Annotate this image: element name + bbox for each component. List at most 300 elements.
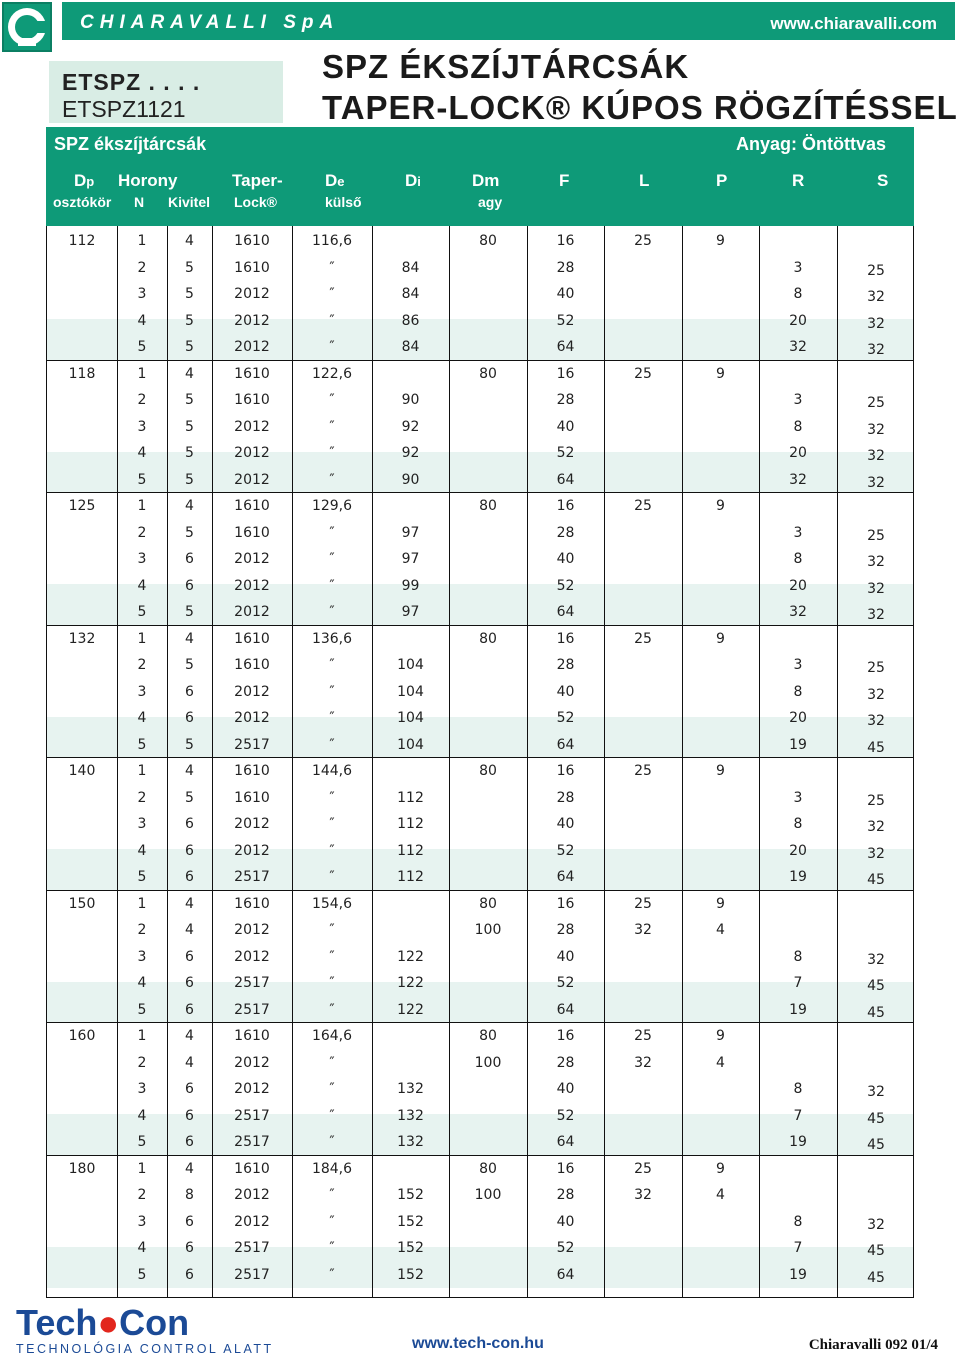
cell-value: 112 [397,842,424,859]
cell-value: 84 [401,286,420,302]
cell-value: 4 [137,842,147,859]
cell-value: 2012 [234,577,270,594]
cell-value: 4 [185,498,194,514]
cell-value: 1610 [234,365,270,382]
cell-value: 28 [556,922,575,938]
cell-value: 6 [185,683,194,700]
cell-value: 25 [867,395,885,411]
cell-value: 3 [137,948,147,965]
cell-value: 1610 [234,392,270,408]
cell-value: 8 [185,1187,194,1203]
cell-value: 16 [556,1160,575,1177]
cell-value: 4 [137,1107,147,1124]
cell-value: 4 [137,710,147,726]
cell-value: 1 [137,233,147,249]
cell-value: 80 [479,895,497,912]
cell-value: 8 [793,683,803,700]
cell-value: 2012 [234,471,270,488]
cell-value: 2517 [234,736,270,753]
cell-value: 6 [185,577,194,594]
row-band [47,717,913,758]
cell-value: 28 [556,1187,575,1203]
cell-value: 25 [634,1028,652,1044]
cell-value: 45 [867,1269,885,1286]
cell-value: 40 [556,816,575,832]
row-band [47,1247,913,1288]
cell-value: 2012 [234,922,270,938]
col-header-p: P [716,171,728,190]
cell-value: 28 [556,524,575,541]
cell-value: 19 [789,869,807,885]
cell-value: 7 [793,1240,803,1256]
cell-dp: 160 [68,1028,96,1044]
cell-value: 80 [479,233,497,249]
cell-dp: 125 [68,498,96,514]
company-name: CHIARAVALLI SpA [80,12,340,33]
cell-value: 25 [634,630,652,647]
cell-value: ″ [329,1081,335,1097]
cell-value: 45 [867,1243,885,1259]
cell-value: 1 [137,630,147,647]
column-divider [527,226,528,1297]
col-header-l: L [639,171,650,190]
cell-value: 45 [867,1004,885,1021]
column-divider [292,226,293,1297]
cell-value: 8 [793,418,803,435]
group-divider [47,360,913,361]
cell-value: 64 [556,1001,575,1018]
cell-value: ″ [329,551,335,567]
cell-value: 2012 [234,551,270,567]
cell-value: ″ [329,736,335,753]
techcon-tagline: TECHNOLÓGIA CONTROL ALATT [16,1342,274,1356]
page-title-line2: TAPER-LOCK® KÚPOS RÖGZÍTÉSSEL [322,89,958,126]
cell-value: 5 [185,339,194,355]
cell-value: 40 [556,286,575,302]
cell-value: ″ [329,259,335,276]
cell-value: 2 [137,1187,147,1203]
cell-value: 32 [634,1187,652,1203]
cell-value: 132 [397,1107,424,1124]
col-subheader-lock: Lock® [234,194,277,210]
cell-value: 2 [137,524,147,541]
row-band [47,452,913,493]
cell-value: 64 [556,471,575,488]
cell-value: 25 [867,262,885,279]
cell-value: 3 [793,392,803,408]
cell-value: ″ [329,683,335,700]
cell-value: 32 [867,819,885,835]
cell-value: 3 [137,816,147,832]
column-divider [372,226,373,1297]
cell-value: 112 [397,816,424,832]
row-band [47,982,913,1023]
cell-value: 90 [401,471,420,488]
col-header-di: Di [405,171,421,190]
cell-value: 4 [185,922,194,938]
data-table [46,226,914,1298]
cell-value: 97 [401,551,420,567]
cell-value: 6 [185,1266,194,1283]
cell-value: 99 [401,577,420,594]
cell-value: ″ [329,1266,335,1283]
cell-value: 4 [716,1187,725,1203]
cell-value: 6 [185,551,194,567]
cell-value: 40 [556,683,575,700]
cell-value: 1610 [234,630,270,647]
cell-value: 2012 [234,1187,270,1203]
cell-value: 16 [556,233,575,249]
cell-value: 2 [137,1054,147,1071]
cell-value: 28 [556,789,575,806]
cell-value: 104 [397,736,424,753]
cell-value: 8 [793,816,803,832]
cell-dp: 150 [68,895,96,912]
cell-value: 129,6 [311,498,353,514]
cell-value: 5 [185,259,194,276]
cell-dp: 140 [68,763,96,779]
cell-value: 25 [867,660,885,676]
cell-value: 4 [185,1054,194,1071]
cell-value: 5 [137,471,147,488]
cell-value: 4 [716,922,725,938]
cell-value: 100 [474,1054,502,1071]
cell-value: 32 [867,1084,885,1100]
cell-value: ″ [329,1213,335,1230]
cell-value: 2 [137,392,147,408]
cell-value: 32 [789,339,807,355]
cell-value: 5 [185,445,194,461]
chiaravalli-logo [2,2,52,52]
cell-value: 2 [137,657,147,673]
cell-value: 6 [185,869,194,885]
cell-value: 32 [867,448,885,464]
cell-value: 2012 [234,710,270,726]
cell-value: 3 [793,524,803,541]
cell-value: 32 [867,421,885,438]
cell-value: 2012 [234,948,270,965]
cell-value: 40 [556,1081,575,1097]
column-divider [449,226,450,1297]
cell-value: ″ [329,1001,335,1018]
cell-value: 64 [556,1266,575,1283]
cell-value: 90 [401,392,420,408]
cell-value: 122 [397,1001,424,1018]
cell-value: 25 [634,498,652,514]
cell-value: 52 [556,312,575,329]
cell-value: 3 [137,683,147,700]
cell-value: 32 [789,604,807,620]
cell-value: 28 [556,1054,575,1071]
cell-value: 154,6 [311,895,353,912]
cell-value: 4 [185,630,194,647]
cell-value: 152 [397,1240,424,1256]
cell-value: ″ [329,842,335,859]
cell-value: ″ [329,604,335,620]
cell-value: 45 [867,739,885,756]
cell-value: 97 [401,524,420,541]
cell-value: 1 [137,365,147,382]
cell-value: 52 [556,1107,575,1124]
cell-value: ″ [329,471,335,488]
cell-value: 5 [137,869,147,885]
cell-value: ″ [329,789,335,806]
cell-value: 32 [867,554,885,570]
group-divider [47,625,913,626]
cell-value: 4 [185,1028,194,1044]
cell-value: 9 [716,1160,725,1177]
col-subheader-kivitel: Kivitel [168,194,211,210]
cell-value: 80 [479,630,497,647]
cell-value: 122,6 [311,365,353,382]
cell-value: 8 [793,1213,803,1230]
column-divider [212,226,213,1297]
cell-value: 132 [397,1134,424,1150]
cell-value: 80 [479,365,497,382]
cell-value: 52 [556,1240,575,1256]
cell-value: 2012 [234,286,270,302]
cell-value: 19 [789,1266,807,1283]
cell-value: 2012 [234,339,270,355]
cell-value: 2012 [234,816,270,832]
cell-value: 112 [397,869,424,885]
cell-value: 2012 [234,445,270,461]
cell-value: 2 [137,259,147,276]
cell-value: 52 [556,577,575,594]
cell-value: 5 [185,736,194,753]
cell-value: 144,6 [311,763,353,779]
cell-value: 7 [793,975,803,991]
cell-value: 80 [479,1160,497,1177]
cell-value: 52 [556,710,575,726]
cell-value: 6 [185,1240,194,1256]
cell-value: 122 [397,975,424,991]
cell-value: ″ [329,445,335,461]
group-divider [47,1022,913,1023]
cell-value: 6 [185,1134,194,1150]
cell-value: 2517 [234,1134,270,1150]
cell-value: 32 [867,845,885,862]
cell-value: 25 [634,365,652,382]
cell-value: 9 [716,365,725,382]
cell-value: ″ [329,392,335,408]
cell-value: 3 [137,418,147,435]
group-divider [47,890,913,891]
cell-value: 1610 [234,498,270,514]
cell-value: 9 [716,763,725,779]
table-header [46,127,914,226]
cell-value: 6 [185,1213,194,1230]
cell-value: 112 [397,789,424,806]
column-divider [167,226,168,1297]
col-subheader-osztokor: osztókör [53,194,112,210]
cell-value: 19 [789,736,807,753]
footer-website[interactable]: www.tech-con.hu [412,1335,544,1352]
cell-value: 100 [474,922,502,938]
cell-value: 84 [401,339,420,355]
group-divider [47,757,913,758]
col-subheader-agy: agy [478,194,503,210]
cell-value: 40 [556,948,575,965]
cell-value: 2012 [234,418,270,435]
cell-value: 4 [185,763,194,779]
cell-value: 32 [634,922,652,938]
cell-value: ″ [329,577,335,594]
cell-value: 28 [556,392,575,408]
cell-value: 92 [401,418,420,435]
cell-value: 1610 [234,763,270,779]
cell-value: 16 [556,630,575,647]
cell-value: 3 [137,1081,147,1097]
cell-value: 1 [137,1160,147,1177]
cell-value: 4 [185,365,194,382]
cell-value: 6 [185,948,194,965]
cell-value: 32 [867,474,885,491]
cell-value: 136,6 [311,630,353,647]
cell-value: 64 [556,604,575,620]
cell-value: 4 [185,233,194,249]
cell-value: 3 [793,657,803,673]
cell-value: ″ [329,657,335,673]
company-website[interactable]: www.chiaravalli.com [770,14,937,33]
cell-value: 40 [556,1213,575,1230]
cell-value: 8 [793,948,803,965]
cell-value: 5 [185,418,194,435]
cell-value: 5 [137,339,147,355]
col-header-horony: Horony [118,171,178,190]
cell-value: 2012 [234,683,270,700]
cell-value: 4 [137,1240,147,1256]
cell-value: 25 [634,233,652,249]
cell-value: ″ [329,869,335,885]
row-band [47,849,913,890]
cell-value: 5 [137,1266,147,1283]
cell-value: 152 [397,1187,424,1203]
col-header-r: R [792,171,805,190]
cell-value: 4 [185,895,194,912]
cell-value: 19 [789,1001,807,1018]
cell-value: 6 [185,1001,194,1018]
cell-value: 32 [789,471,807,488]
cell-value: 92 [401,445,420,461]
cell-value: 2517 [234,869,270,885]
cell-value: 40 [556,551,575,567]
cell-value: 32 [867,607,885,623]
cell-value: 5 [185,312,194,329]
cell-value: 40 [556,418,575,435]
cell-value: ″ [329,710,335,726]
top-banner [62,2,955,40]
cell-value: ″ [329,1054,335,1071]
column-divider [604,226,605,1297]
cell-value: 8 [793,286,803,302]
cell-value: 64 [556,339,575,355]
cell-value: 16 [556,895,575,912]
cell-value: 64 [556,1134,575,1150]
cell-value: 100 [474,1187,502,1203]
col-header-s: S [877,171,889,190]
cell-value: 64 [556,869,575,885]
cell-value: 5 [185,392,194,408]
cell-value: 52 [556,445,575,461]
col-header-dp: Dp [74,171,95,190]
cell-value: 97 [401,604,420,620]
product-code-secondary: ETSPZ1121 [62,96,186,122]
group-divider [47,1155,913,1156]
cell-value: 28 [556,657,575,673]
cell-dp: 118 [68,365,96,382]
cell-value: 32 [867,580,885,597]
cell-value: 25 [867,527,885,544]
cell-value: 20 [789,842,807,859]
cell-value: 2012 [234,1054,270,1071]
cell-value: ″ [329,339,335,355]
cell-dp: 180 [68,1160,96,1177]
techcon-logo: Tech●Con TECHNOLÓGIA CONTROL ALATT [16,1302,274,1356]
cell-value: 104 [397,710,424,726]
cell-value: 2517 [234,1001,270,1018]
cell-value: 84 [401,259,420,276]
cell-value: 5 [185,604,194,620]
row-band [47,584,913,625]
cell-value: 32 [867,713,885,729]
cell-value: ″ [329,975,335,991]
col-header-de: De [325,171,345,190]
column-divider [682,226,683,1297]
cell-value: 1610 [234,789,270,806]
cell-value: 6 [185,816,194,832]
cell-value: 1610 [234,657,270,673]
cell-value: 7 [793,1107,803,1124]
cell-value: ″ [329,948,335,965]
cell-value: 3 [137,551,147,567]
cell-value: ″ [329,286,335,302]
cell-value: ″ [329,312,335,329]
cell-value: 4 [137,445,147,461]
cell-value: 5 [185,789,194,806]
cell-value: 52 [556,975,575,991]
cell-value: 2517 [234,975,270,991]
col-subheader-n: N [134,194,145,210]
cell-value: ″ [329,1240,335,1256]
cell-value: 152 [397,1213,424,1230]
cell-value: 9 [716,895,725,912]
cell-value: 5 [185,286,194,302]
cell-value: ″ [329,524,335,541]
row-band [47,319,913,360]
cell-value: 80 [479,498,497,514]
cell-value: 2517 [234,1240,270,1256]
cell-value: 20 [789,710,807,726]
cell-value: 6 [185,842,194,859]
cell-value: 25 [634,1160,652,1177]
cell-value: 32 [867,342,885,358]
cell-value: 6 [185,1081,194,1097]
cell-value: 45 [867,872,885,888]
cell-value: 152 [397,1266,424,1283]
cell-value: 5 [137,1001,147,1018]
cell-value: 1 [137,763,147,779]
cell-value: 8 [793,1081,803,1097]
col-header-taper: Taper- [232,171,283,190]
cell-value: 16 [556,763,575,779]
cell-value: 2 [137,789,147,806]
cell-value: 6 [185,710,194,726]
cell-value: 2012 [234,604,270,620]
cell-value: 1610 [234,1028,270,1044]
row-band [47,1114,913,1155]
cell-value: ″ [329,1187,335,1203]
